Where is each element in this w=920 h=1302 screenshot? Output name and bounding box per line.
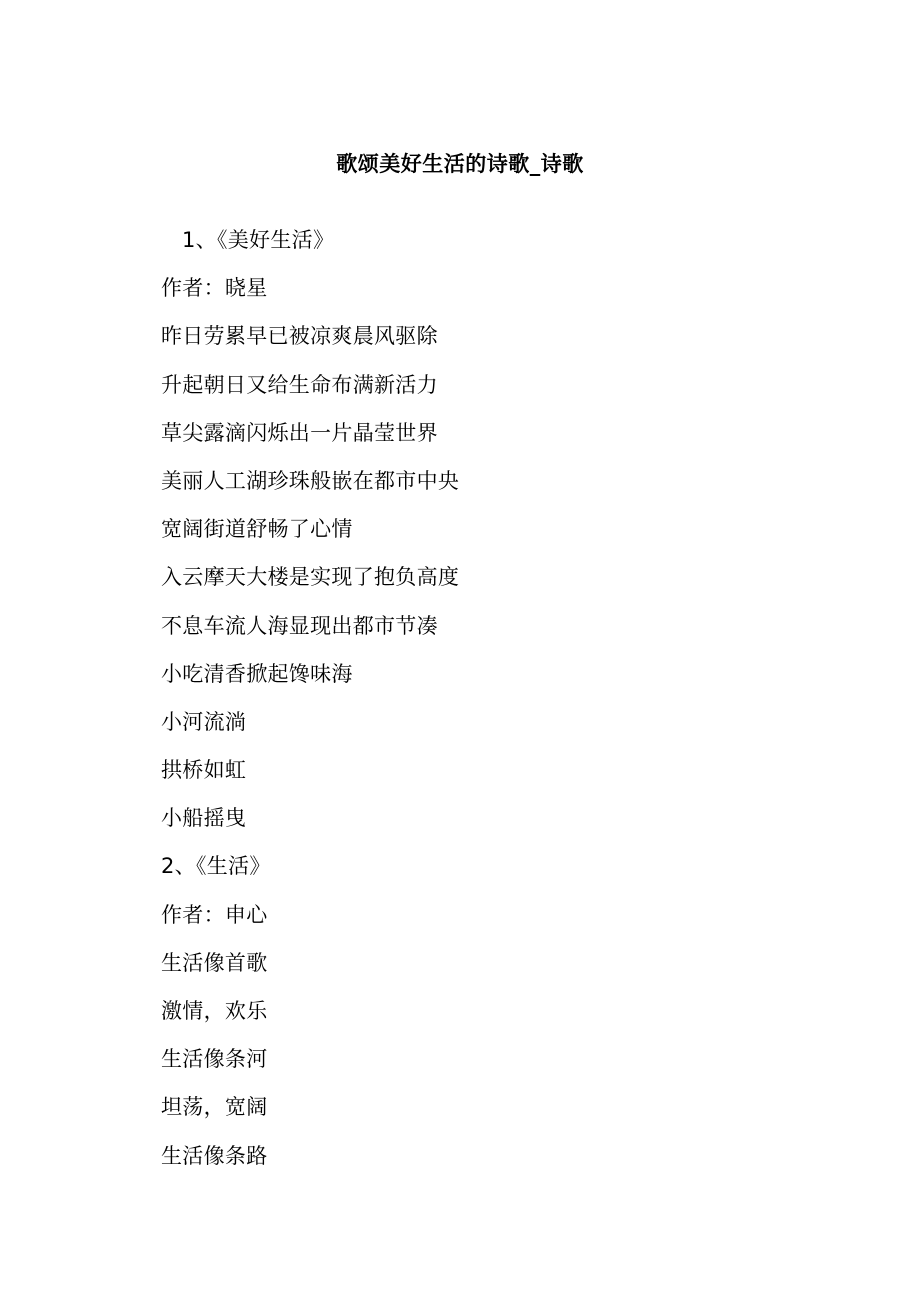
poem-line: 小船摇曳 xyxy=(161,806,247,831)
poem-line: 小吃清香掀起馋味海 xyxy=(161,661,353,686)
poem-line: 宽阔街道舒畅了心情 xyxy=(161,517,353,542)
poem-line: 拱桥如虹 xyxy=(161,758,247,783)
poem-line: 生活像首歌 xyxy=(161,950,268,975)
poem-line: 激情，欢乐 xyxy=(161,999,268,1023)
poem-line: 入云摩天大楼是实现了抱负高度 xyxy=(161,565,460,590)
document-body xyxy=(161,216,801,1180)
poem-line: 生活像条河 xyxy=(161,1047,268,1072)
poem-line: 美丽人工湖珍珠般嵌在都市中央 xyxy=(161,468,460,493)
poem-line: 坦荡，宽阔 xyxy=(161,1095,268,1120)
poem-line: 小河流淌 xyxy=(161,709,247,734)
author-line: 作者：申心 xyxy=(161,902,268,927)
poem-heading: 1、《美好生活》 xyxy=(182,228,335,252)
poem-line: 生活像条路 xyxy=(161,1143,268,1168)
poem-line: 升起朝日又给生命布满新活力 xyxy=(161,372,438,397)
poem-heading: 2、《生活》 xyxy=(161,854,271,879)
document-title: 歌颂美好生活的诗歌_诗歌 xyxy=(336,152,584,176)
author-line: 作者：晓星 xyxy=(161,276,268,301)
poem-line: 昨日劳累早已被凉爽晨风驱除 xyxy=(161,324,438,349)
poem-line: 草尖露滴闪烁出一片晶莹世界 xyxy=(161,420,438,445)
poem-line: 不息车流人海显现出都市节凑 xyxy=(161,613,438,638)
